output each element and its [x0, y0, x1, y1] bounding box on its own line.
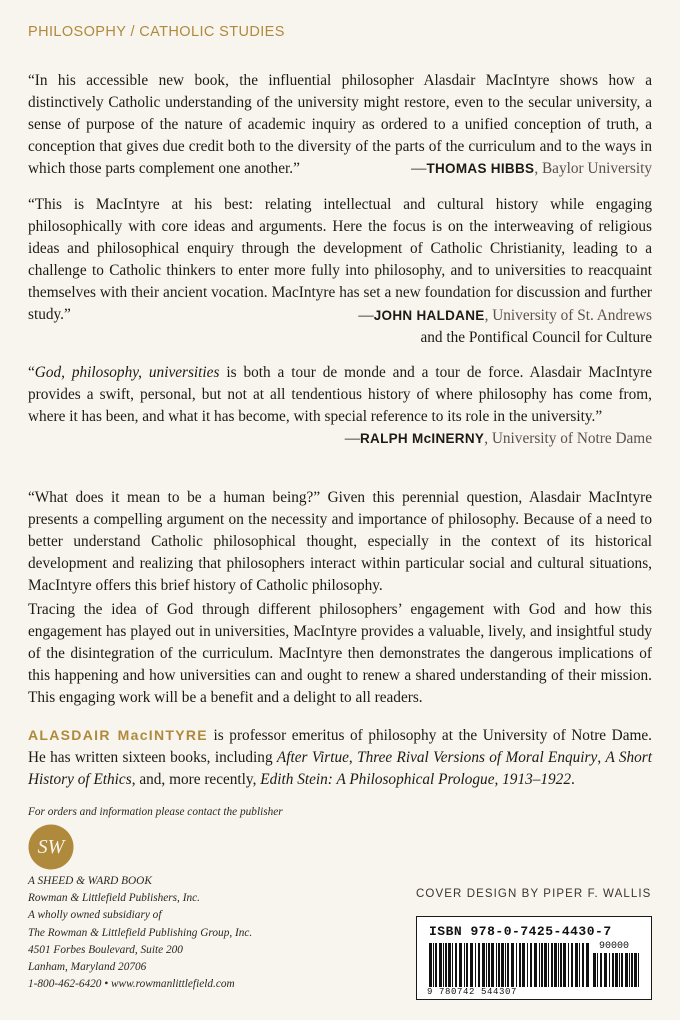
category-label: PHILOSOPHY / CATHOLIC STUDIES	[28, 24, 285, 40]
isbn-number: ISBN 978-0-7425-4430-7	[429, 924, 612, 939]
price-barcode-bars-icon	[593, 953, 641, 987]
quote-attribution: —THOMAS HIBBS, Baylor University	[411, 160, 652, 178]
logo-letters: SW	[37, 836, 65, 858]
reviewer-name: THOMAS HIBBS	[426, 161, 535, 177]
book-title: Edith Stein: A Philosophical Prologue, 1913–1922	[260, 771, 571, 789]
book-title: A Short History of Ethics	[28, 749, 652, 789]
reviewer-name: RALPH McINERNY	[359, 431, 485, 447]
cover-design-credit: COVER DESIGN BY PIPER F. WALLIS	[416, 888, 652, 900]
description-paragraph-2: Tracing the idea of God through different philosophers’ engagement with God and how this engagement has played out in universities, MacIntyre provides a valuable, lively, and insightful study of the disintegration of the curriculum. MacIntyre then demonstrates the dangerous implications of this happening and how universities can and ought to renew a shared understanding of their mission. This engaging work will be a benefit and a delight to all readers.	[28, 601, 652, 707]
reviewer-affiliation-2: and the Pontifical Council for Culture	[420, 328, 652, 346]
quote-attribution: —JOHN HALDANE, University of St. Andrews	[358, 306, 652, 324]
publisher-line: Lanham, Maryland 20706	[28, 961, 147, 974]
book-title: After Virtue	[276, 749, 349, 767]
reviewer-affiliation: , Baylor University	[534, 160, 652, 178]
review-quote-hibbs	[28, 70, 652, 180]
publisher-line: A SHEED & WARD BOOK	[28, 875, 152, 887]
quote-text: is both a tour de monde and a tour de force. Alasdair MacIntyre provides a swift, personal, but not at all tendentious history of where philosophy has come from, where it has been, and what it has become, with special reference to its role in the university.”	[28, 364, 652, 426]
sheed-ward-logo-icon	[28, 824, 74, 870]
isbn-barcode	[416, 916, 652, 1000]
book-title: Three Rival Versions of Moral Enquiry	[357, 749, 598, 767]
reviewer-affiliation: , University of St. Andrews	[484, 306, 652, 324]
quote-attribution: —RALPH McINERNY, University of Notre Dame	[344, 430, 652, 448]
price-code: 90000	[599, 941, 630, 952]
publisher-line: The Rowman & Littlefield Publishing Group, Inc.	[28, 926, 253, 939]
quote-text: “This is MacIntyre at his best: relating intellectual and cultural history while engaging philosophically with core ideas and arguments. Here the focus is on the interweaving of religious ideas and philosophical enquiry through the development of Catholic Christianity, leading to a challenge to Catholic thinkers to enter more fully into philosophy, and to universities to reacquaint themselves with their ancient vocation. MacIntyre has set a new foundation for discussion and further study.”	[28, 196, 652, 324]
publisher-line: Rowman & Littlefield Publishers, Inc.	[28, 892, 200, 905]
publisher-line: 4501 Forbes Boulevard, Suite 200	[28, 943, 183, 956]
review-quote-mcinerny: “God, philosophy, universities is both a tour de monde and a tour de force. Alasdair MacIntyre provides a swift, personal, but not at all tendentious history of where philosophy has come from, where it has been, and what it has become, with special reference to its role in the university.” —RALPH McINERNY, University of Notre Dame	[28, 362, 652, 450]
barcode-bars-icon	[429, 943, 589, 987]
publisher-line: 1-800-462-6420 • www.rowmanlittlefield.com	[28, 978, 235, 991]
reviewer-affiliation: , University of Notre Dame	[484, 430, 652, 448]
author-bio: ALASDAIR MacINTYRE is professor emeritus of philosophy at the University of Notre Dame. He has written sixteen books, including After Virtue, Three Rival Versions of Moral Enquiry, A Short History of Ethics, and, more recently, Edith Stein: A Philosophical Prologue, 1913–1922.	[28, 727, 652, 789]
description-paragraph-1: “What does it mean to be a human being?” Given this perennial question, Alasdair MacIntyre presents a compelling argument on the necessity and importance of philosophy. Because of a need to better understand Catholic philosophical thought, especially in the context of its historical development and realizing that philosophers interact within particular social and cultural situations, MacIntyre offers this brief history of Catholic philosophy.	[28, 489, 652, 595]
orders-note: For orders and information please contact the publisher	[28, 806, 283, 818]
barcode-digits: 9 780742 544307	[427, 987, 518, 997]
publisher-line: A wholly owned subsidiary of	[28, 909, 162, 922]
review-quote-haldane	[28, 194, 652, 349]
author-name: ALASDAIR MacINTYRE	[28, 727, 208, 743]
quote-text: “In his accessible new book, the influential philosopher Alasdair MacIntyre shows how a distinctively Catholic understanding of the university might restore, even to the secular university, a sense of purpose of the nature of academic inquiry as ordered to a unified conception of truth, a conception that gives due credit both to the diversity of the parts of the curriculum and to the ways in which those parts complement one another.”	[28, 72, 652, 178]
reviewer-name: JOHN HALDANE	[373, 307, 485, 323]
book-title: God, philosophy, universities	[34, 364, 220, 381]
publisher-info	[28, 873, 252, 993]
